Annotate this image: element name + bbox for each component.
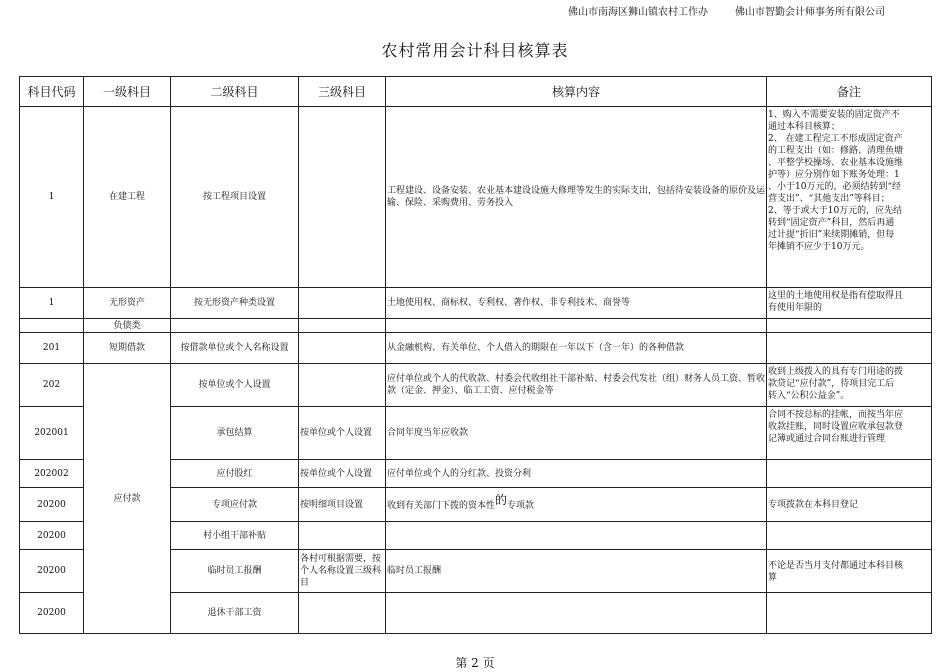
page-number: 第 2 页 bbox=[455, 656, 495, 670]
header-right-org: 佛山市智勤会计师事务所有限公司 bbox=[735, 7, 885, 18]
col-header-content: 核算内容 bbox=[386, 77, 767, 107]
col-header-note: 备注 bbox=[767, 77, 932, 107]
cell-note: 专项拨款在本科目登记 bbox=[767, 488, 932, 522]
cell-level1: 无形资产 bbox=[84, 288, 171, 319]
cell-level3: 按单位或个人设置 bbox=[299, 460, 386, 488]
header-left-org: 佛山市南海区狮山镇农村工作办 bbox=[568, 7, 708, 18]
cell-level2: 专项应付款 bbox=[171, 488, 299, 522]
table-header-row bbox=[20, 77, 932, 107]
cell-level2: 承包结算 bbox=[171, 407, 299, 460]
cell-code: 202001 bbox=[20, 407, 84, 460]
cell-level1: 负债类 bbox=[84, 319, 171, 333]
cell-code: 201 bbox=[20, 333, 84, 364]
cell-level2: 按借款单位或个人名称设置 bbox=[171, 333, 299, 364]
cell-content: 应付单位或个人的分红款、投资分利 bbox=[386, 460, 767, 488]
cell-code bbox=[20, 319, 84, 333]
cell-content: 工程建设、设备安装、农业基本建设设施大修理等发生的实际支出，包括待安装设备的原价及运输、保险、采购费用、劳务投入 bbox=[386, 107, 767, 288]
cell-code: 202 bbox=[20, 364, 84, 407]
cell-code: 1 bbox=[20, 288, 84, 319]
cell-level3 bbox=[299, 319, 386, 333]
cell-content: 临时员工报酬 bbox=[386, 550, 767, 593]
table-row bbox=[20, 333, 932, 364]
cell-level3 bbox=[299, 107, 386, 288]
cell-level2 bbox=[171, 319, 299, 333]
cell-content bbox=[386, 488, 767, 522]
cell-note bbox=[767, 333, 932, 364]
cell-content: 合同年度当年应收款 bbox=[386, 407, 767, 460]
cell-note bbox=[767, 593, 932, 634]
cell-level1-merged: 应付款 bbox=[84, 364, 171, 634]
cell-level2: 临时员工报酬 bbox=[171, 550, 299, 593]
col-header-level3: 三级科目 bbox=[299, 77, 386, 107]
cell-content: 从金融机构、有关单位、个人借入的期限在一年以下（含一年）的各种借款 bbox=[386, 333, 767, 364]
cell-level1: 在建工程 bbox=[84, 107, 171, 288]
col-header-level1: 一级科目 bbox=[84, 77, 171, 107]
page-title: 农村常用会计科目核算表 bbox=[381, 41, 569, 60]
cell-level2: 村小组干部补贴 bbox=[171, 522, 299, 550]
cell-note: 这里的土地使用权是指有偿取得且 有使用年限的 bbox=[767, 288, 932, 319]
cell-code: 20200 bbox=[20, 488, 84, 522]
cell-level2: 按工程项目设置 bbox=[171, 107, 299, 288]
cell-level3: 各村可根据需要，按个人名称设置三级科目 bbox=[299, 550, 386, 593]
table-row bbox=[20, 364, 932, 407]
col-header-level2: 二级科目 bbox=[171, 77, 299, 107]
cell-content: 应付单位或个人的代收款、村委会代收组社干部补贴、村委会代发社（组）财务人员工资、暂收款（定金、押金）、临工工资、应付税金等 bbox=[386, 364, 767, 407]
cell-level3 bbox=[299, 593, 386, 634]
cell-level2: 应付股红 bbox=[171, 460, 299, 488]
table-row bbox=[20, 107, 932, 288]
cell-level3: 按单位或个人设置 bbox=[299, 407, 386, 460]
cell-note: 1、购入不需要安装的固定资产不 通过本科目核算； 2、 在建工程完工不形成固定资产 的工程支出（如：修路、清理鱼塘 、平整学校操场、农业基本设施维 护等）应分别作如下账务处理：1 、小于10万元的，必须结转到“经 营支出”、“其他支出”等科目； 2、等于或大于10万元的，应先结 转到“固定资产”科目，然后再通 过计提“折旧”来续期摊销，但每 年摊销不应少于10万元。 bbox=[767, 107, 932, 288]
accounting-table bbox=[19, 76, 932, 634]
cell-code: 202002 bbox=[20, 460, 84, 488]
cell-level2: 按无形资产种类设置 bbox=[171, 288, 299, 319]
content-part-a: 收到有关部门下拨的资本性 bbox=[387, 500, 496, 511]
cell-level3 bbox=[299, 522, 386, 550]
cell-level2: 退休干部工资 bbox=[171, 593, 299, 634]
cell-code: 1 bbox=[20, 107, 84, 288]
col-header-code: 科目代码 bbox=[20, 77, 84, 107]
cell-note: 收到上级拨入的具有专门用途的拨 款贷记“应付款”，待项目完工后 转入“公积公益金”。 bbox=[767, 364, 932, 407]
cell-level3 bbox=[299, 333, 386, 364]
cell-note: 合同不按总标的挂帐，而按当年应 收款挂账，同时设置应收承包款登 记簿或通过合同台账进行管理 bbox=[767, 407, 932, 460]
table-row bbox=[20, 319, 932, 333]
cell-note bbox=[767, 460, 932, 488]
content-part-c: 专项款 bbox=[507, 500, 535, 511]
cell-note bbox=[767, 522, 932, 550]
table-row bbox=[20, 288, 932, 319]
cell-content: 土地使用权、商标权、专利权、著作权、非专利技术、商誉等 bbox=[386, 288, 767, 319]
cell-code: 20200 bbox=[20, 522, 84, 550]
cell-level2: 按单位或个人设置 bbox=[171, 364, 299, 407]
cell-level3 bbox=[299, 288, 386, 319]
cell-level1: 短期借款 bbox=[84, 333, 171, 364]
cell-note bbox=[767, 319, 932, 333]
cell-level3: 按明细项目设置 bbox=[299, 488, 386, 522]
cell-note: 不论是否当月支付都通过本科目核 算 bbox=[767, 550, 932, 593]
cell-code: 20200 bbox=[20, 593, 84, 634]
content-part-b: 的 bbox=[495, 492, 508, 507]
cell-content bbox=[386, 319, 767, 333]
cell-level3 bbox=[299, 364, 386, 407]
cell-code: 20200 bbox=[20, 550, 84, 593]
cell-content bbox=[386, 593, 767, 634]
cell-content bbox=[386, 522, 767, 550]
